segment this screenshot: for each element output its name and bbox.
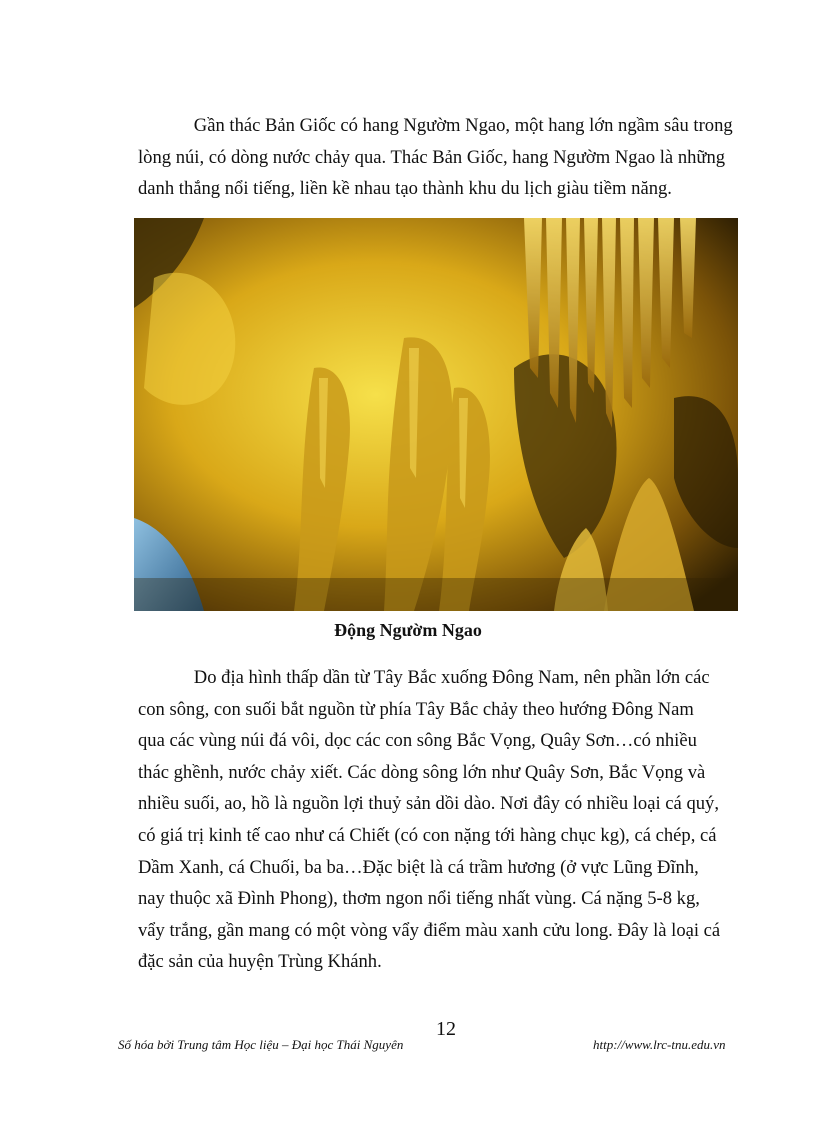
cave-illustration — [134, 218, 738, 611]
paragraph-line: lòng núi, có dòng nước chảy qua. Thác Bản Giốc, hang Ngườm Ngao là những — [138, 146, 726, 168]
paragraph-line: danh thắng nổi tiếng, liền kề nhau tạo thành khu du lịch giàu tiềm năng. — [138, 178, 672, 200]
page-number: 12 — [436, 1018, 456, 1040]
paragraph-line: con sông, con suối bắt nguồn từ phía Tây Bắc chảy theo hướng Đông Nam — [138, 698, 694, 720]
paragraph-line: nhiều suối, ao, hồ là nguồn lợi thuỷ sản dồi dào. Nơi đây có nhiều loại cá quý, — [138, 793, 719, 815]
paragraph-line: qua các vùng núi đá vôi, dọc các con sông Bắc Vọng, Quây Sơn…có nhiều — [138, 730, 697, 752]
paragraph-line: vẩy trắng, gần mang có một vòng vẩy điểm màu xanh cửu long. Đây là loại cá — [138, 919, 721, 941]
paragraph-line: nay thuộc xã Đình Phong), thơm ngon nổi tiếng nhất vùng. Cá nặng 5-8 kg, — [138, 888, 700, 910]
cave-photo — [134, 218, 738, 611]
figure-caption: Động Ngườm Ngao — [334, 620, 482, 640]
footer-source: Số hóa bởi Trung tâm Học liệu – Đại học Thái Nguyên — [118, 1037, 404, 1052]
paragraph-line: Gần thác Bản Giốc có hang Ngườm Ngao, một hang lớn ngầm sâu trong — [138, 115, 733, 136]
paragraph-line: đặc sản của huyện Trùng Khánh. — [138, 951, 382, 973]
paragraph-line: Do địa hình thấp dần từ Tây Bắc xuống Đông Nam, nên phần lớn các — [138, 667, 710, 688]
paragraph-line: có giá trị kinh tế cao như cá Chiết (có con nặng tới hàng chục kg), cá chép, cá — [138, 824, 717, 846]
paragraph-2 — [138, 662, 742, 978]
paragraph-line: thác ghềnh, nước chảy xiết. Các dòng sông lớn như Quây Sơn, Bắc Vọng và — [138, 761, 706, 783]
paragraph-1 — [138, 110, 742, 205]
footer-url[interactable]: http://www.lrc-tnu.edu.vn — [593, 1037, 726, 1052]
paragraph-line: Dầm Xanh, cá Chuối, ba ba…Đặc biệt là cá trầm hương (ở vực Lũng Đĩnh, — [138, 856, 699, 878]
